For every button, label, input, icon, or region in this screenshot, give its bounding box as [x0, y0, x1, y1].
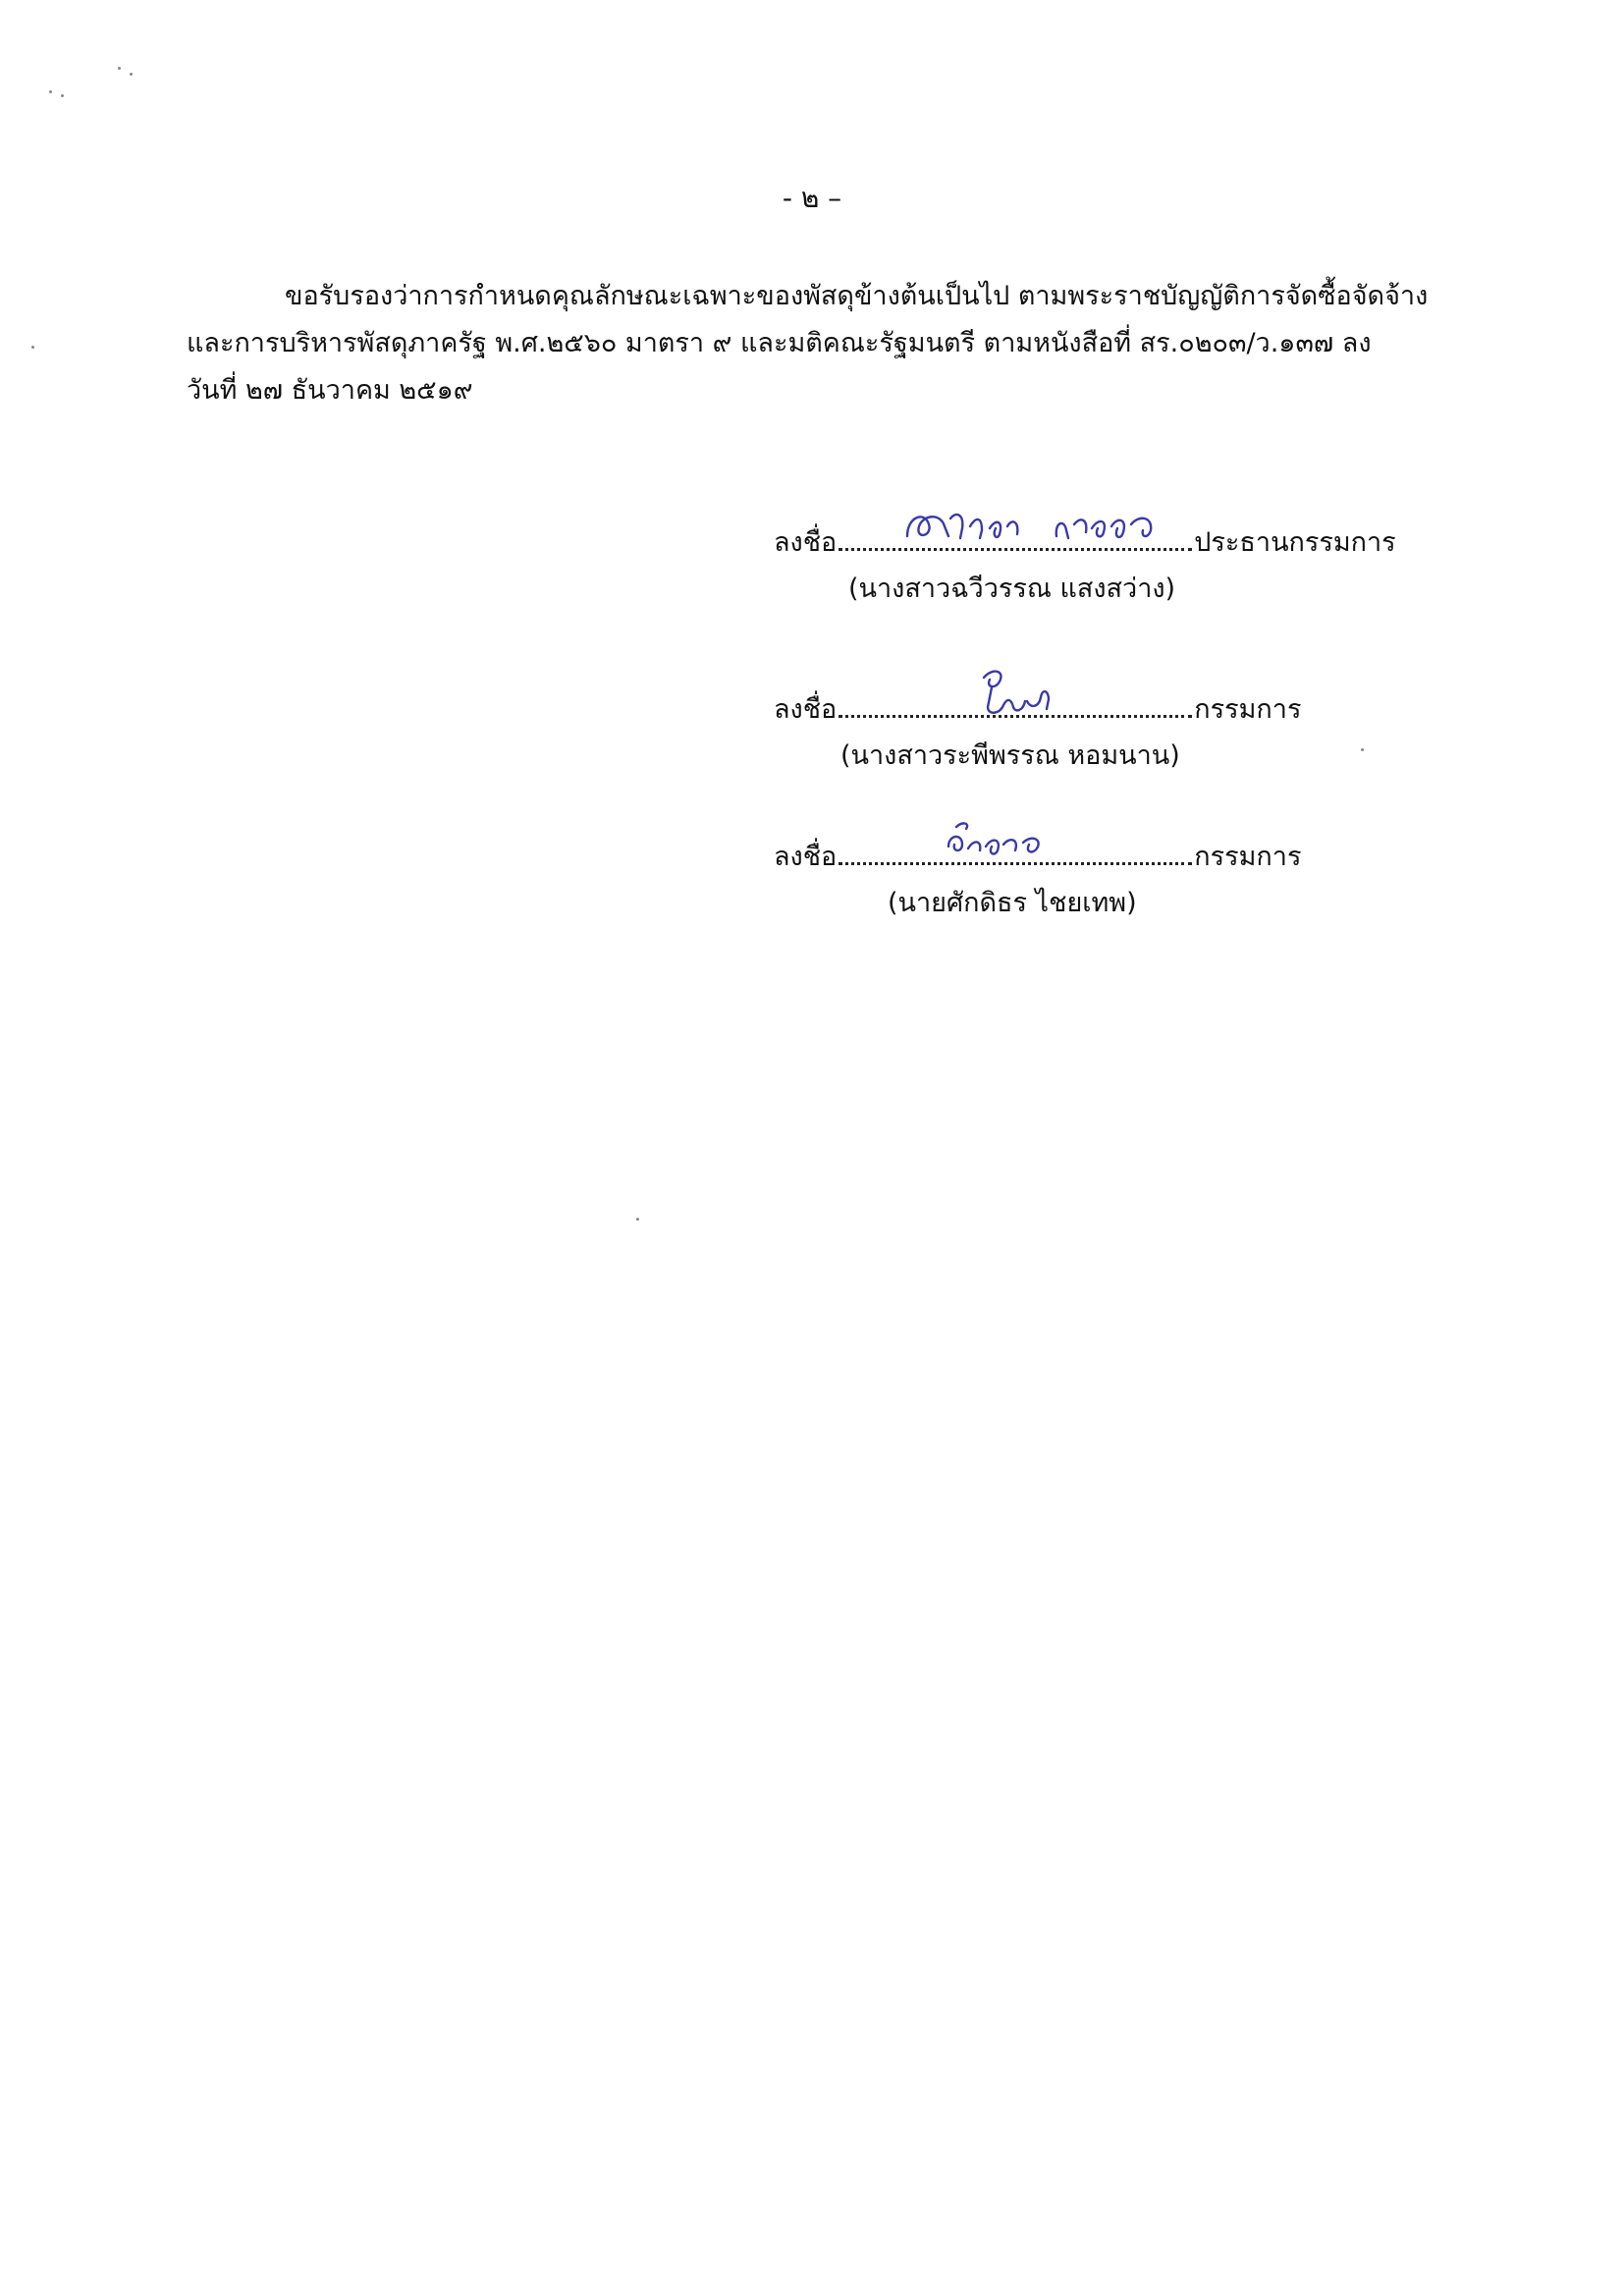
scan-speck [31, 346, 34, 349]
signatory-name: (นางสาวฉวีวรรณ แสงสว่าง) [848, 574, 1176, 604]
signature-block-member-1 [774, 664, 1461, 780]
signatory-name: (นางสาวระพีพรรณ หอมนาน) [840, 740, 1180, 771]
signatory-role: ประธานกรรมการ [1194, 527, 1396, 558]
scan-speck [49, 90, 52, 93]
signature-text: ศักดิธร [941, 817, 945, 818]
signature-text: ระพี [970, 664, 972, 665]
scan-speck [636, 1218, 639, 1221]
sign-label: ลงชื่อ [774, 842, 838, 872]
signature-dotted-line [839, 833, 1192, 865]
scan-speck [118, 67, 121, 70]
signature-dotted-line [839, 519, 1192, 551]
scan-speck [61, 94, 64, 97]
signatory-name: (นายศักดิธร ไชยเทพ) [888, 888, 1137, 918]
sign-label: ลงชื่อ [774, 527, 838, 558]
signature-line [774, 817, 1461, 880]
sign-label: ลงชื่อ [774, 694, 838, 725]
signature-text: ฉวีวรรณ แสงสว่าง [901, 497, 910, 498]
certification-line: วันที่ ๒๗ ธันวาคม ๒๕๑๙ [187, 375, 473, 406]
signatory-role: กรรมการ [1194, 694, 1302, 725]
certification-paragraph [187, 273, 1434, 414]
certification-line: ขอรับรองว่าการกำหนดคุณลักษณะเฉพาะของพัสดุข้างต้นเป็นไป ตามพระราชบัญญัติการจัดซื้อจัดจ้าง [285, 281, 1429, 311]
signature-block-chairman [774, 497, 1461, 613]
signature-line [774, 664, 1461, 733]
scan-speck [130, 73, 133, 76]
signature-dotted-line [839, 685, 1192, 718]
signature-line [774, 497, 1461, 566]
certification-line: และการบริหารพัสดุภาครัฐ พ.ศ.๒๕๖๐ มาตรา ๙ และมติคณะรัฐมนตรี ตามหนังสือที่ สร.๐๒๐๓/ว.๑๓๗ ลง [187, 328, 1372, 358]
signatory-role: กรรมการ [1194, 842, 1302, 872]
page-number: - ๒ – [782, 182, 842, 214]
signature-block-member-2 [774, 817, 1461, 927]
